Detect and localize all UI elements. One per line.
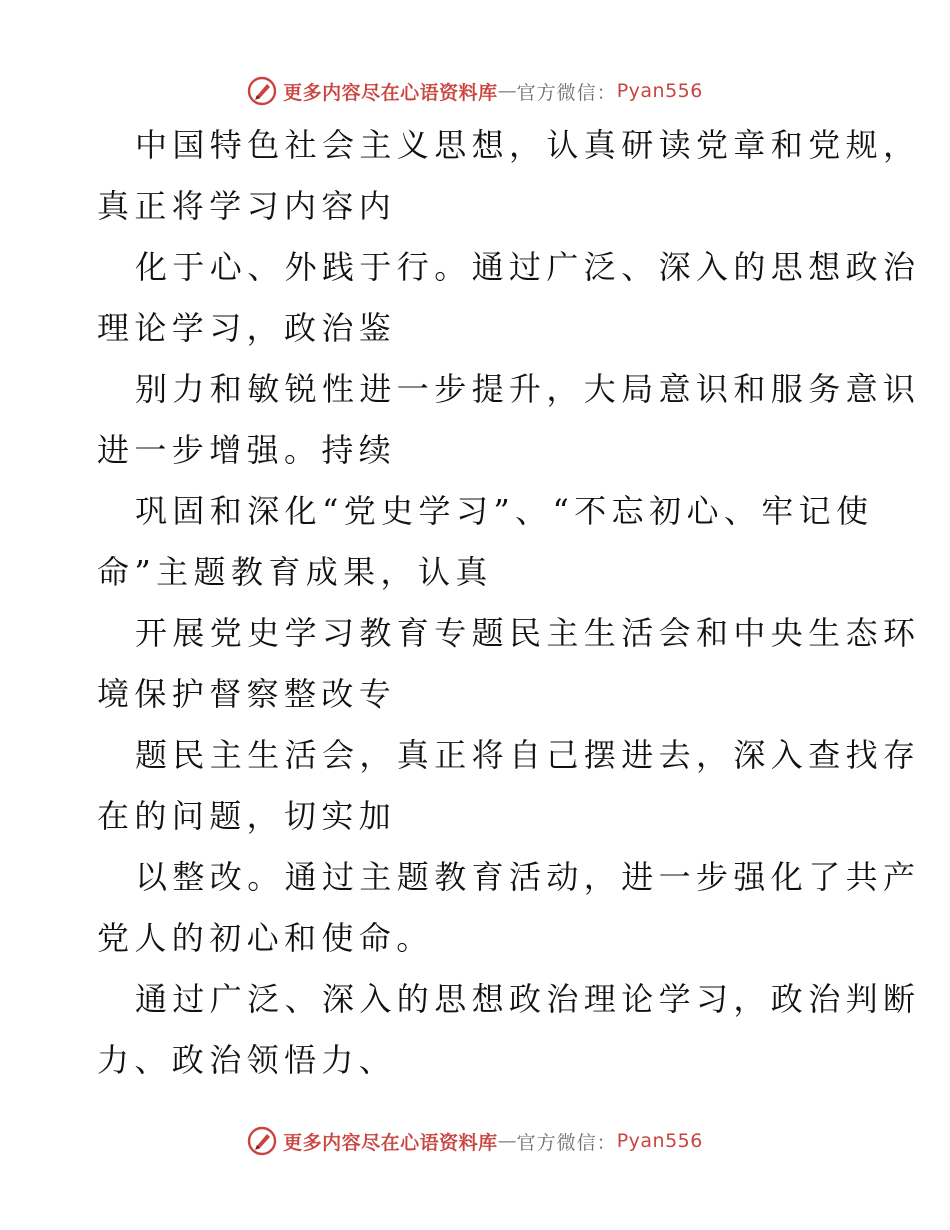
paragraph bbox=[97, 603, 921, 725]
paragraph bbox=[97, 969, 921, 1091]
paragraph bbox=[97, 725, 921, 847]
paragraph-line: 力、政治领悟力、 bbox=[97, 1041, 397, 1079]
paragraph-line: 理论学习，政治鉴 bbox=[97, 309, 397, 347]
paragraph-line: 巩固和深化“党史学习”、“不忘初心、牢记使 bbox=[135, 492, 874, 530]
paragraph bbox=[97, 481, 874, 603]
paragraph-line: 进一步增强。持续 bbox=[97, 431, 397, 469]
paragraph bbox=[97, 359, 921, 481]
banner-wechat-id: Pyan556 bbox=[616, 80, 703, 102]
paragraph-line: 中国特色社会主义思想，认真研读党章和党规， bbox=[135, 126, 921, 164]
pen-logo-icon bbox=[247, 76, 277, 106]
paragraph-line: 命”主题教育成果，认真 bbox=[97, 553, 493, 591]
paragraph-line: 真正将学习内容内 bbox=[97, 187, 397, 225]
banner-site-name: 更多内容尽在心语资料库 bbox=[283, 81, 498, 104]
banner-wechat-label: 官方微信： bbox=[516, 1131, 617, 1154]
paragraph-line: 通过广泛、深入的思想政治理论学习，政治判断 bbox=[135, 980, 921, 1018]
paragraph-line: 境保护督察整改专 bbox=[97, 675, 397, 713]
paragraph bbox=[97, 237, 921, 359]
banner-wechat-label: 官方微信： bbox=[516, 81, 617, 104]
banner-site-name: 更多内容尽在心语资料库 bbox=[283, 1131, 498, 1154]
pen-logo-icon bbox=[247, 1126, 277, 1156]
paragraph-line: 化于心、外践于行。通过广泛、深入的思想政治 bbox=[135, 248, 921, 286]
paragraph-line: 开展党史学习教育专题民主生活会和中央生态环 bbox=[135, 614, 921, 652]
paragraph-line: 题民主生活会，真正将自己摆进去，深入查找存 bbox=[135, 736, 921, 774]
paragraph-line: 在的问题，切实加 bbox=[97, 797, 397, 835]
footer-banner bbox=[0, 1121, 950, 1161]
header-banner bbox=[0, 71, 950, 111]
banner-dash: — bbox=[497, 80, 517, 102]
paragraph-line: 党人的初心和使命。 bbox=[97, 919, 434, 957]
banner-dash: — bbox=[497, 1130, 517, 1152]
document-body bbox=[97, 115, 921, 1091]
banner-wechat-id: Pyan556 bbox=[616, 1130, 703, 1152]
paragraph bbox=[97, 847, 921, 969]
paragraph-line: 以整改。通过主题教育活动，进一步强化了共产 bbox=[135, 858, 921, 896]
paragraph bbox=[97, 115, 921, 237]
paragraph-line: 别力和敏锐性进一步提升，大局意识和服务意识 bbox=[135, 370, 921, 408]
